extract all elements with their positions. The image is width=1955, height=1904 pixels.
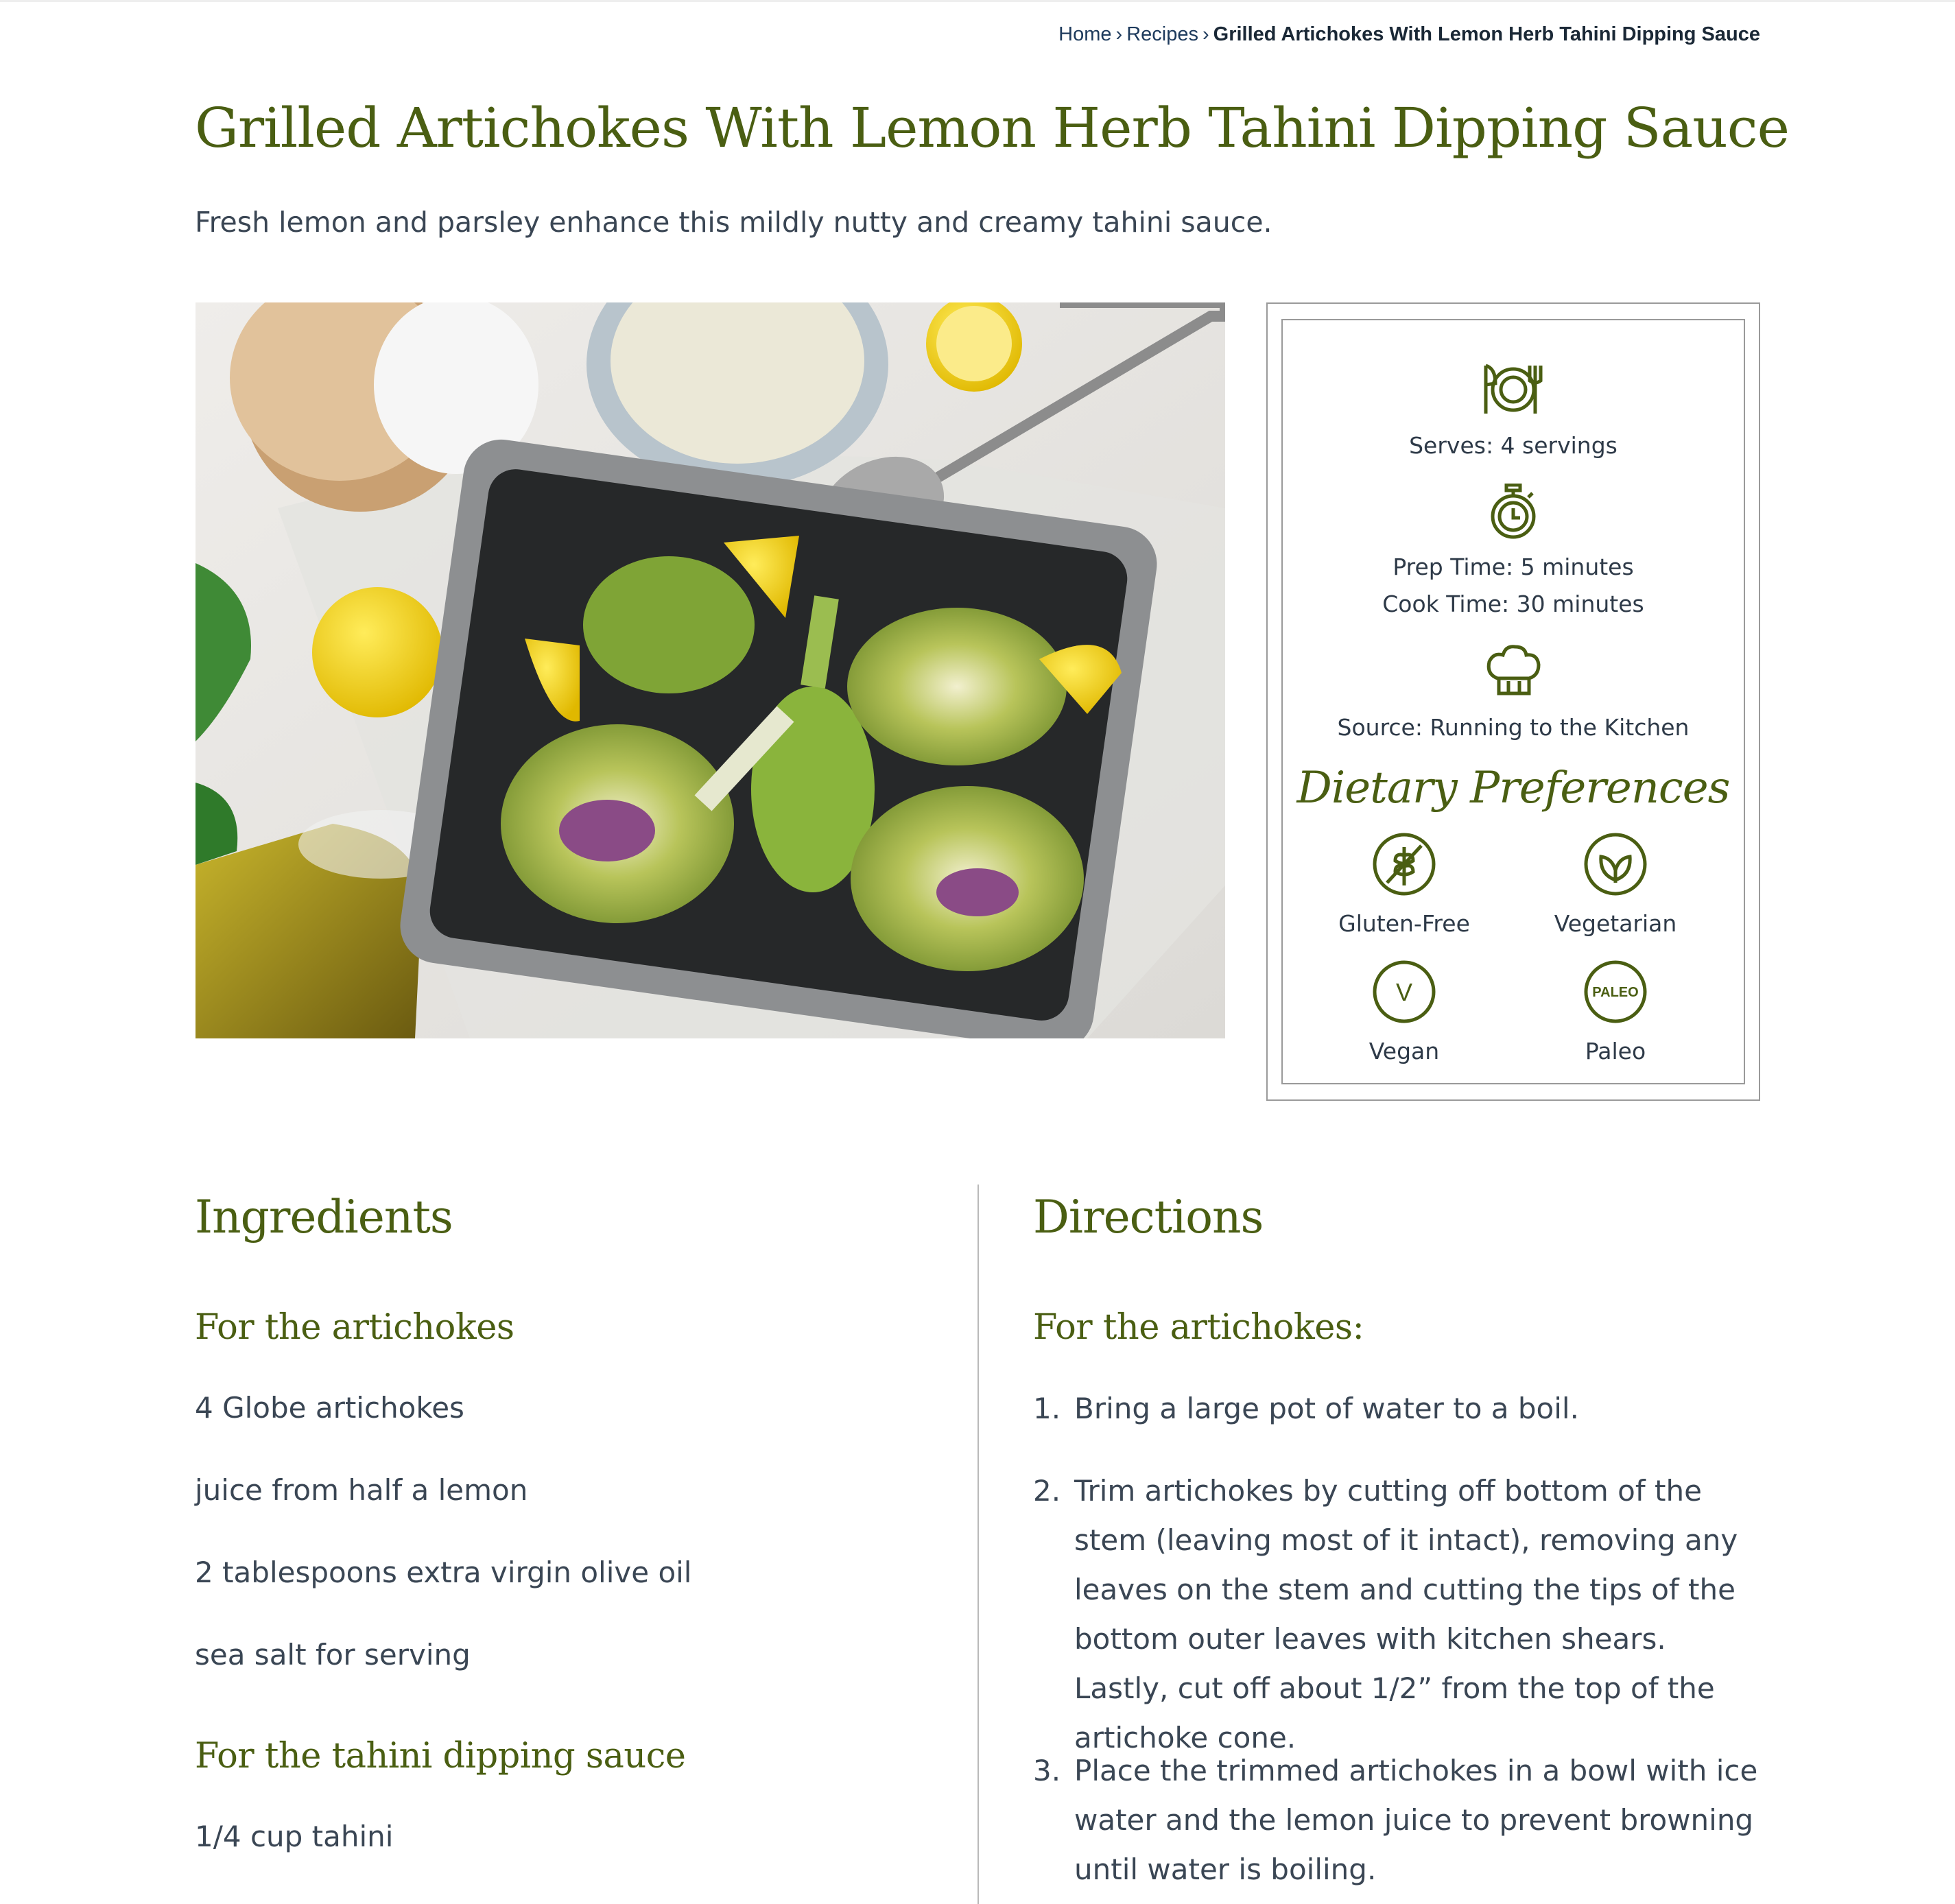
prep-time-text: Prep Time: 5 minutes <box>1393 554 1634 580</box>
step-text: Place the trimmed artichokes in a bowl with ice water and the lemon juice to prevent browning until water is boiling. <box>1074 1754 1758 1886</box>
breadcrumb-home-link[interactable]: Home <box>1058 23 1112 45</box>
step-text: Trim artichokes by cutting off bottom of the stem (leaving most of it intact), removing any leaves on the stem and cutting the tips of the bottom outer leaves with kitchen shears. Lastly, cut off about 1/2” from the top of the artichoke cone. <box>1074 1474 1738 1754</box>
plate-icon <box>1480 361 1546 418</box>
ingredient-item: 4 Globe artichokes <box>195 1391 464 1425</box>
v-icon <box>1372 960 1436 1024</box>
column-divider <box>978 1185 979 1904</box>
recipe-info-inner <box>1281 319 1745 1084</box>
diet-label-vegetarian: Vegetarian <box>1554 910 1677 937</box>
recipe-photo <box>196 302 1225 1038</box>
breadcrumb-recipes-link[interactable]: Recipes <box>1126 23 1198 45</box>
wheat-icon <box>1372 832 1436 896</box>
ingredient-item: 1/4 cup tahini <box>195 1820 394 1853</box>
page-title: Grilled Artichokes With Lemon Herb Tahini Dipping Sauce <box>195 96 1789 160</box>
ingredient-item: juice from half a lemon <box>195 1473 528 1507</box>
diet-label-vegan: Vegan <box>1368 1038 1440 1064</box>
direction-step <box>1033 1746 1760 1894</box>
step-text: Bring a large pot of water to a boil. <box>1074 1392 1579 1425</box>
source-text: Source: Running to the Kitchen <box>1337 714 1690 741</box>
directions-group-title: For the artichokes: <box>1033 1307 1364 1348</box>
direction-step <box>1033 1384 1760 1433</box>
step-number: 1. <box>1033 1392 1061 1425</box>
breadcrumb-separator: › <box>1202 23 1209 45</box>
ingredient-item: 2 tablespoons extra virgin olive oil <box>195 1556 692 1589</box>
chef-hat-icon <box>1485 643 1541 698</box>
diet-label-gluten-free: Gluten-Free <box>1338 910 1470 937</box>
direction-step <box>1033 1466 1760 1763</box>
ingredients-group-title: For the tahini dipping sauce <box>195 1736 686 1776</box>
breadcrumb-current: Grilled Artichokes With Lemon Herb Tahini Dipping Sauce <box>1213 23 1760 45</box>
dietary-preferences-title: Dietary Preferences <box>1296 763 1730 813</box>
diet-label-paleo: Paleo <box>1585 1038 1646 1064</box>
page-subtitle: Fresh lemon and parsley enhance this mildly nutty and creamy tahini sauce. <box>195 206 1272 239</box>
paleo-icon <box>1583 960 1648 1024</box>
top-border <box>0 0 1955 2</box>
step-number: 3. <box>1033 1754 1061 1787</box>
leaf-icon <box>1583 832 1648 896</box>
vegan-glyph: V <box>1395 978 1413 1006</box>
step-number: 2. <box>1033 1474 1061 1508</box>
ingredients-group-title: For the artichokes <box>195 1307 514 1348</box>
serves-text: Serves: 4 servings <box>1409 432 1618 459</box>
paleo-glyph: PALEO <box>1592 985 1639 1000</box>
ingredient-item: sea salt for serving <box>195 1638 471 1671</box>
breadcrumb-separator: › <box>1115 23 1123 45</box>
ingredients-heading: Ingredients <box>195 1191 453 1243</box>
directions-heading: Directions <box>1033 1191 1264 1243</box>
stopwatch-icon <box>1489 484 1538 540</box>
recipe-info-box <box>1266 302 1760 1101</box>
breadcrumb <box>1058 23 1760 46</box>
cook-time-text: Cook Time: 30 minutes <box>1382 591 1644 617</box>
